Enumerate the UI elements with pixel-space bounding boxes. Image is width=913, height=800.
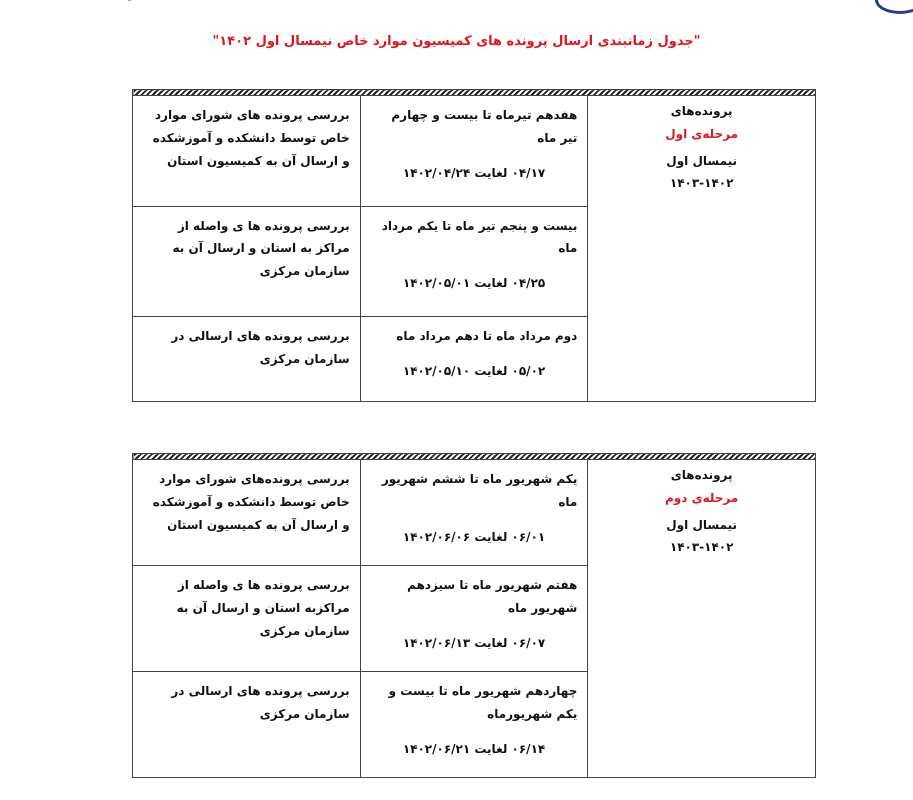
date-cell	[360, 317, 588, 402]
stage-line-4: ۱۴۰۳-۱۴۰۲	[669, 176, 734, 191]
table-row	[133, 460, 816, 566]
task-cell: بررسی پرونده های ارسالی در سازمان مرکزی	[133, 317, 361, 402]
date-numbers: ۰۵/۰۲ لغایت ۱۴۰۲/۰۵/۱۰	[402, 364, 546, 379]
page-dot	[128, 0, 131, 1]
stage-line-3: نیمسال اول	[666, 153, 738, 168]
stage-line-1: پرونده‌های	[670, 468, 733, 482]
date-numbers: ۰۴/۲۵ لغایت ۱۴۰۲/۰۵/۰۱	[402, 276, 546, 291]
date-numbers: ۰۴/۱۷ لغایت ۱۴۰۲/۰۴/۲۴	[402, 165, 546, 180]
date-cell	[360, 460, 588, 566]
date-numbers: ۰۶/۰۱ لغایت ۱۴۰۲/۰۶/۰۶	[402, 529, 546, 544]
stage-cell	[588, 460, 816, 778]
date-range: یکم شهریور ماه تا ششم شهریور ماه	[381, 472, 578, 509]
stage-line-4: ۱۴۰۳-۱۴۰۲	[669, 540, 734, 555]
logo-fragment-icon	[875, 0, 913, 14]
schedule-table-stage-2	[132, 453, 816, 778]
task-cell: بررسی پرونده ها ی واصله از مراکز به استان و ارسال آن به سازمان مرکزی	[133, 206, 361, 317]
date-numbers: ۰۶/۱۴ لغایت ۱۴۰۲/۰۶/۲۱	[402, 741, 546, 756]
date-range: هفتم شهریور ماه تا سیزدهم شهریور ماه	[407, 578, 578, 615]
stage-line-3: نیمسال اول	[666, 517, 738, 532]
stage-line-2: مرحله‌ی اول	[665, 126, 739, 141]
date-range: چهاردهم شهریور ماه تا بیست و یکم شهریورماه	[388, 684, 578, 721]
task-cell: بررسی پرونده ها ی واصله از مراکزبه استان و ارسال آن به سازمان مرکزی	[133, 566, 361, 672]
date-range: هفدهم تیرماه تا بیست و چهارم تیر ماه	[391, 108, 578, 145]
date-cell	[360, 672, 588, 778]
stage-cell	[588, 96, 816, 402]
schedule-table-stage-1	[132, 89, 816, 402]
date-cell	[360, 566, 588, 672]
stage-line-2: مرحله‌ی دوم	[665, 490, 739, 505]
date-numbers: ۰۶/۰۷ لغایت ۱۴۰۲/۰۶/۱۳	[402, 635, 546, 650]
date-cell	[360, 206, 588, 317]
page-title: "جدول زمانبندی ارسال پرونده های کمیسیون موارد خاص نیمسال اول ۱۴۰۲"	[212, 34, 701, 49]
stage-line-1: پرونده‌های	[670, 104, 733, 118]
date-range: بیست و پنجم تیر ماه تا یکم مرداد ماه	[381, 218, 578, 256]
date-cell	[360, 96, 588, 207]
table-row	[133, 96, 816, 207]
task-cell: بررسی پرونده های ارسالی در سازمان مرکزی	[133, 672, 361, 778]
task-cell: بررسی پرونده های شورای موارد خاص توسط دانشکده و آموزشکده و ارسال آن به کمیسیون استان	[133, 96, 361, 207]
task-cell: بررسی پرونده‌های شورای موارد خاص توسط دانشکده و آموزشکده و ارسال آن به کمیسیون استان	[133, 460, 361, 566]
date-range: دوم مرداد ماه تا دهم مرداد ماه	[396, 329, 578, 344]
